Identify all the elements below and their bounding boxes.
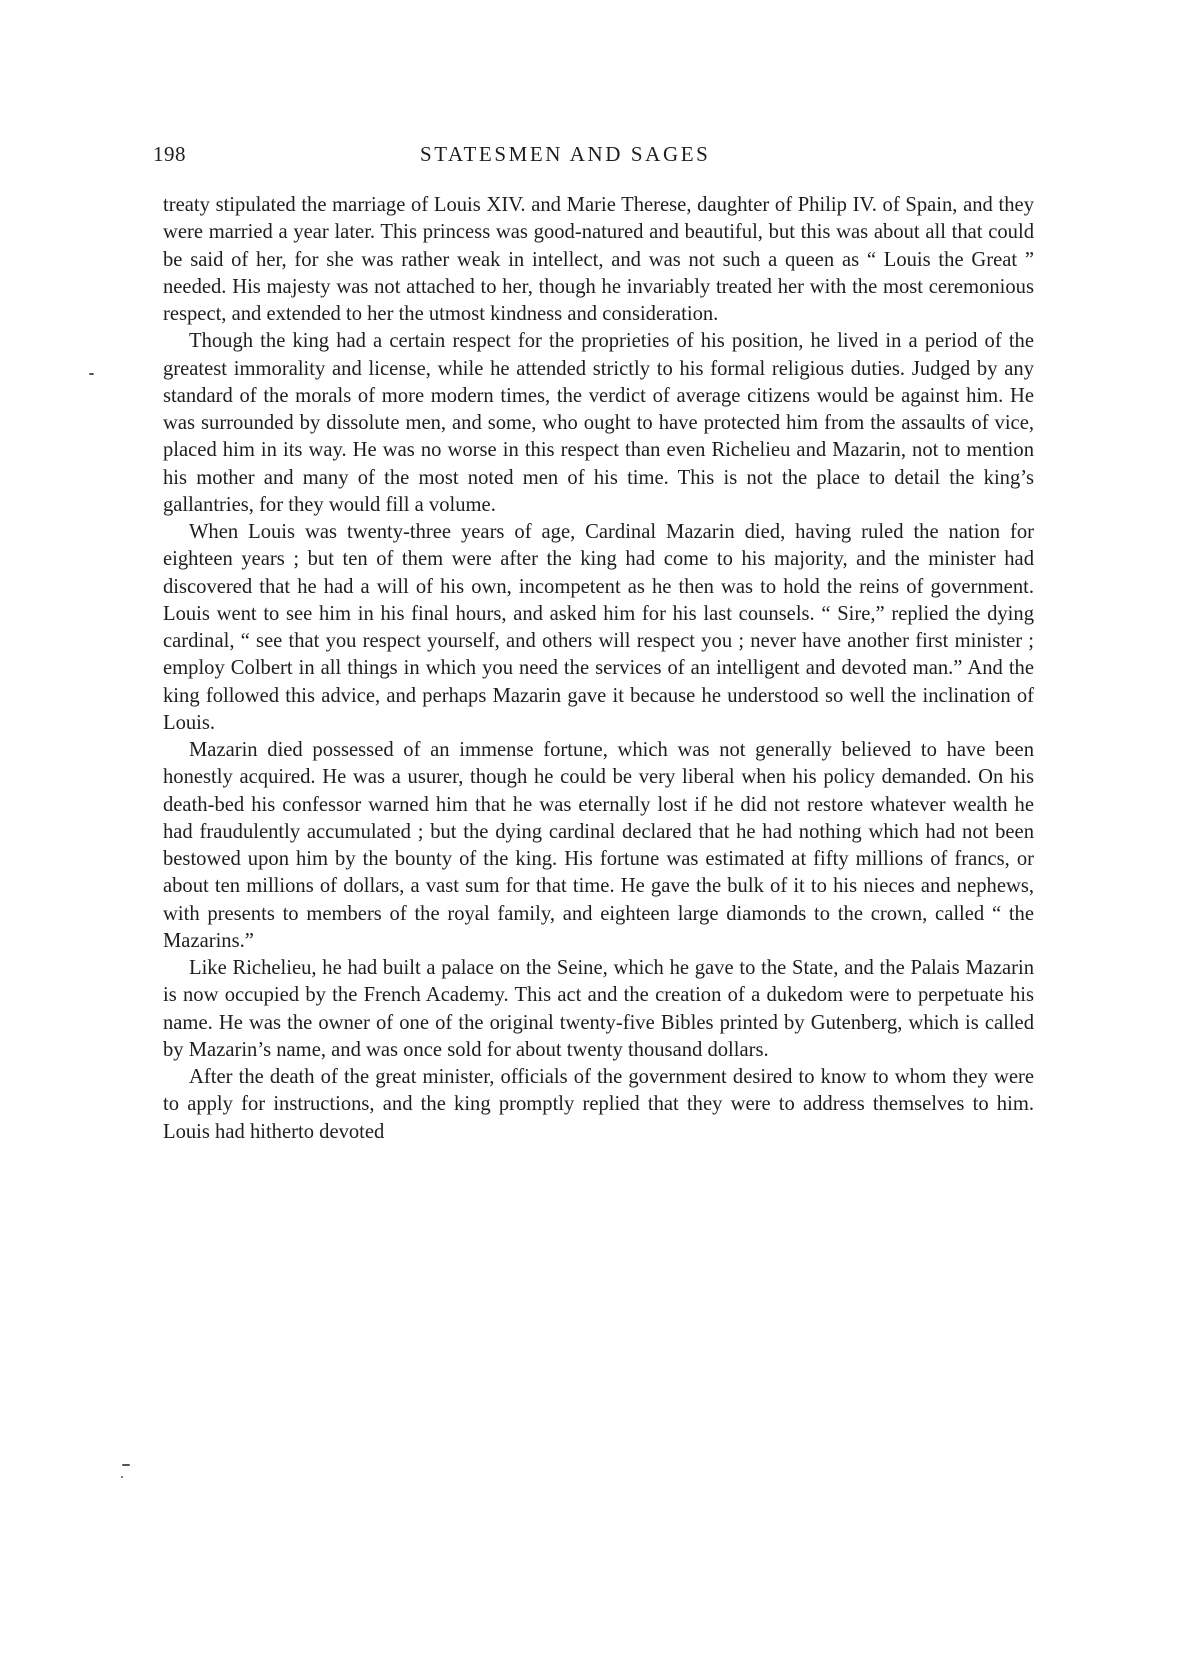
paragraph: Mazarin died possessed of an immense fortune, which was not generally believed to have been honestly acquired. He was a usurer, though he could be very liberal when his policy demanded. On his death-bed his confessor warned him that he was eternally lost if he did not restore whatever wealth he had fraudulently accumulated ; but the dying cardinal declared that he had nothing which had not been bestowed upon him by the bounty of the king. His fortune was estimated at fifty millions of francs, or about ten millions of dollars, a vast sum for that time. He gave the bulk of it to his nieces and nephews, with presents to members of the royal family, and eighteen large diamonds to the crown, called “ the Mazarins.” (163, 739, 1034, 952)
scan-speck (121, 1476, 123, 1478)
paragraph: After the death of the great minister, officials of the government desired to know to whom they were to apply for instructions, and the king promptly replied that they were to address themselves to him. Louis had hitherto devoted (163, 1066, 1034, 1143)
paragraph: Like Richelieu, he had built a palace on the Seine, which he gave to the State, and the Palais Mazarin is now occupied by the French Academy. This act and the creation of a dukedom were to perpetuate his name. He was the owner of one of the original twenty-five Bibles printed by Gutenberg, which is called by Mazarin’s name, and was once sold for about twenty thousand dollars. (163, 957, 1034, 1061)
page-number: 198 (153, 142, 186, 166)
body-text (163, 192, 1034, 1146)
scan-speck (89, 373, 94, 375)
running-title: STATESMEN AND SAGES (420, 142, 711, 166)
paragraph: When Louis was twenty-three years of age, Cardinal Mazarin died, having ruled the nation for eighteen years ; but ten of them were after the king had come to his majority, and the minister had discovered that he had a will of his own, incompetent as he then was to hold the reins of government. Louis went to see him in his final hours, and asked him for his last counsels. “ Sire,” replied the dying cardinal, “ see that you respect yourself, and others will respect you ; never have another first minister ; employ Colbert in all things in which you need the services of an intelligent and devoted man.” And the king followed this advice, and perhaps Mazarin gave it because he understood so well the inclination of Louis. (163, 521, 1034, 734)
scan-speck (122, 1464, 130, 1466)
paragraph: Though the king had a certain respect for the proprieties of his position, he lived in a period of the greatest immorality and license, while he attended strictly to his formal religious duties. Judged by any standard of the morals of more modern times, the verdict of average citizens would be against him. He was surrounded by dissolute men, and some, who ought to have protected him from the assaults of vice, placed him in its way. He was no worse in this respect than even Richelieu and Mazarin, not to mention his mother and many of the most noted men of his time. This is not the place to detail the king’s gallantries, for they would fill a volume. (163, 330, 1034, 516)
paragraph: treaty stipulated the marriage of Louis XIV. and Marie Therese, daughter of Philip IV. of Spain, and they were married a year later. This princess was good-natured and beautiful, but this was about all that could be said of her, for she was rather weak in intellect, and was not such a queen as “ Louis the Great ” needed. His majesty was not attached to her, though he invariably treated her with the most ceremonious respect, and extended to her the utmost kindness and consideration. (163, 194, 1034, 325)
